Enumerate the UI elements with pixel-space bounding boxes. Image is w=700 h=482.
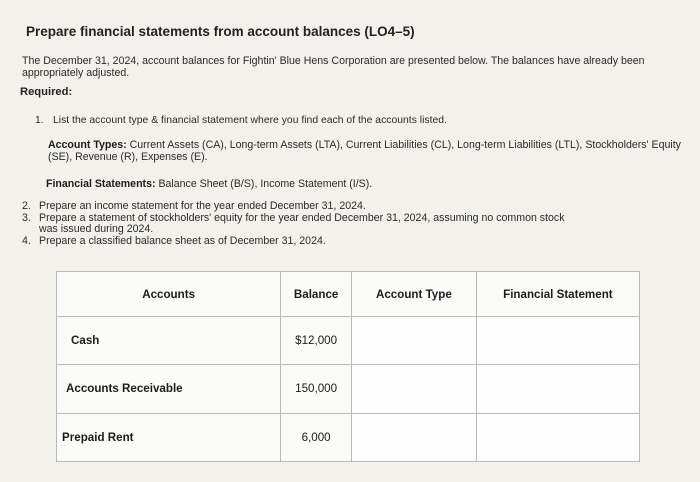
financial-statements xyxy=(46,178,372,190)
account-balance: $12,000 xyxy=(281,317,352,365)
requirement-2-number: 2. xyxy=(22,200,31,212)
requirement-4-text: Prepare a classified balance sheet as of December 31, 2024. xyxy=(39,234,326,247)
requirement-2 xyxy=(22,201,690,213)
account-types-text: Current Assets (CA), Long-term Assets (LTA), Current Liabilities (CL), Long-term Liabilities (LTL), Stockholders' Equity (SE), Revenue (R), Expenses (E). xyxy=(48,139,681,163)
financial-statements-text: Balance Sheet (B/S), Income Statement (I/S). xyxy=(158,178,373,190)
requirement-3-text: Prepare a statement of stockholders' equity for the year ended December 31, 2024, assuming no common stock xyxy=(39,211,565,224)
requirement-4-number: 4. xyxy=(22,234,31,247)
header-account-type: Account Type xyxy=(351,272,476,317)
account-types xyxy=(48,139,693,163)
intro-text: The December 31, 2024, account balances for Fightin' Blue Hens Corporation are presented below. The balances have already been appropriately adjusted. xyxy=(22,55,645,79)
financial-statement-cell[interactable] xyxy=(476,413,639,461)
requirements-list xyxy=(22,201,690,247)
account-name: Cash xyxy=(57,317,281,365)
requirement-1-text: List the account type & financial statement where you find each of the accounts listed. xyxy=(53,115,447,126)
table-row xyxy=(57,365,640,413)
requirement-3-continuation: was issued during 2024. xyxy=(39,223,154,235)
requirement-1 xyxy=(35,115,447,126)
requirement-2-text: Prepare an income statement for the year ended December 31, 2024. xyxy=(39,200,366,212)
account-balance: 150,000 xyxy=(281,365,352,413)
header-accounts: Accounts xyxy=(57,272,281,317)
financial-statement-cell[interactable] xyxy=(476,365,639,413)
account-type-cell[interactable] xyxy=(351,365,476,413)
page-title: Prepare financial statements from account balances (LO4–5) xyxy=(26,24,415,39)
table-header-row xyxy=(57,272,640,317)
account-type-cell[interactable] xyxy=(351,413,476,461)
required-label: Required: xyxy=(20,86,73,98)
requirement-4 xyxy=(22,236,690,248)
accounts-table xyxy=(56,271,640,462)
financial-statement-cell[interactable] xyxy=(476,317,639,365)
table-row xyxy=(57,317,640,365)
account-name: Accounts Receivable xyxy=(57,365,281,413)
header-financial-statement: Financial Statement xyxy=(476,272,639,317)
table-row xyxy=(57,413,640,461)
account-types-label: Account Types: xyxy=(48,139,127,151)
requirement-1-number: 1. xyxy=(35,115,44,126)
financial-statements-label: Financial Statements: xyxy=(46,178,156,190)
account-balance: 6,000 xyxy=(281,413,352,461)
header-balance: Balance xyxy=(281,272,352,317)
account-type-cell[interactable] xyxy=(351,317,476,365)
requirement-3-number: 3. xyxy=(22,211,31,224)
account-name: Prepaid Rent xyxy=(57,413,281,461)
